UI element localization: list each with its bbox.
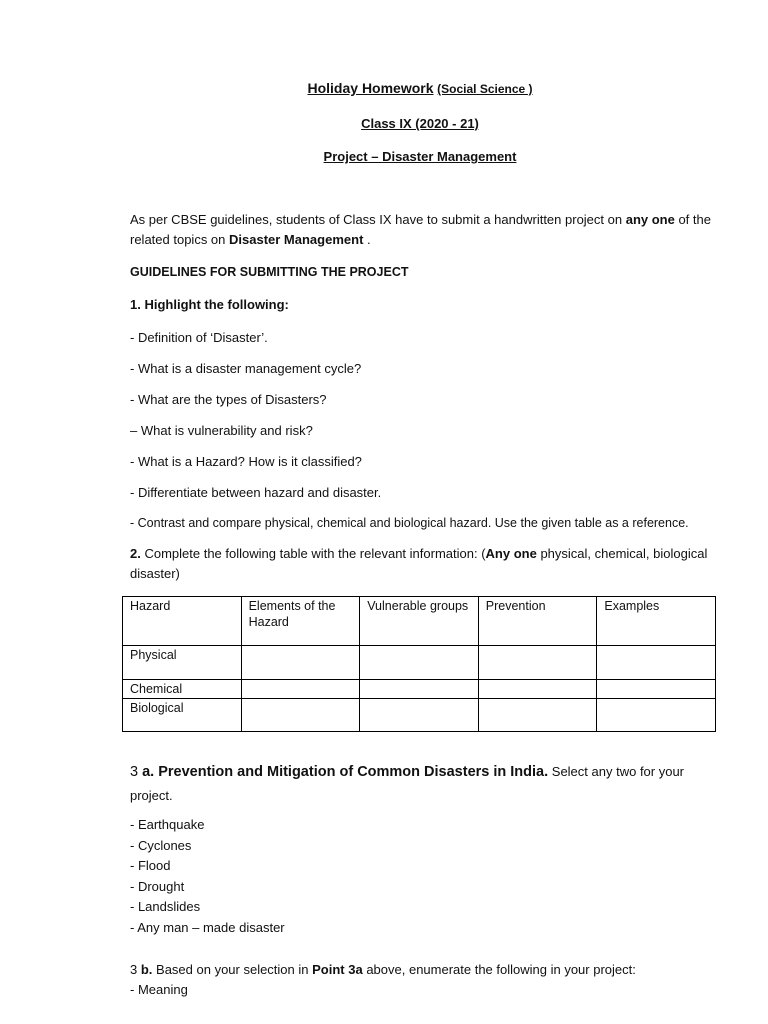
section2-text-post: physical, chemical, biological disaster)	[130, 546, 708, 581]
section1-item: - What is a Hazard? How is it classified?	[130, 454, 362, 469]
section3b-label: b.	[140, 962, 153, 977]
table-cell: Chemical	[123, 680, 242, 699]
section3a-text-post: for your project.	[130, 764, 685, 803]
section2-text-pre: Complete the following table with the relevant information: (	[140, 546, 486, 561]
table-header-cell: Examples	[597, 597, 716, 646]
section3a-number: 3	[130, 764, 143, 780]
table-cell	[597, 646, 716, 680]
section3a-heading: Prevention and Mitigation of Common Disasters in India.	[154, 764, 549, 780]
class-line	[0, 115, 768, 132]
section2-number: 2.	[130, 546, 141, 561]
section1-heading	[130, 296, 289, 313]
subject-text: (Social Science )	[437, 82, 533, 96]
list-item: - Earthquake	[130, 817, 205, 832]
section1-heading-text: Highlight the following:	[144, 297, 289, 312]
intro-end: .	[363, 232, 371, 247]
intro-paragraph	[130, 210, 720, 250]
section3b-paragraph	[130, 961, 636, 978]
intro-topic: Disaster Management	[229, 232, 364, 247]
class-text: Class IX (2020 - 21)	[361, 116, 479, 131]
project-text: Project – Disaster Management	[323, 149, 517, 164]
table-cell	[478, 646, 597, 680]
section3a-label: a.	[142, 764, 155, 780]
table-cell	[360, 646, 479, 680]
section2-any-one: Any one	[485, 546, 537, 561]
section3a-text-pre: Select any	[548, 764, 617, 779]
table-row	[123, 646, 716, 680]
table-row	[123, 680, 716, 699]
table-cell	[241, 699, 360, 732]
table-cell	[241, 646, 360, 680]
section3b-number: 3	[130, 962, 141, 977]
table-cell: Biological	[123, 699, 242, 732]
project-line	[0, 148, 768, 165]
intro-pre: As per CBSE guidelines, students of Class IX have to submit a handwritten project on	[130, 212, 626, 227]
section1-number: 1.	[130, 297, 141, 312]
table-cell: Physical	[123, 646, 242, 680]
guidelines-heading: GUIDELINES FOR SUBMITTING THE PROJECT	[130, 265, 409, 279]
section1-item: - Differentiate between hazard and disaster.	[130, 485, 382, 500]
list-item: - Landslides	[130, 899, 201, 914]
list-item: - Cyclones	[130, 837, 192, 853]
list-item: - Any man – made disaster	[130, 919, 285, 935]
table-cell	[360, 680, 479, 699]
section1-item: - Definition of ‘Disaster’.	[130, 330, 268, 345]
section3a-two: two	[616, 764, 637, 779]
hazard-table	[122, 596, 716, 732]
section1-item: - What are the types of Disasters?	[130, 392, 327, 407]
section1-item: - What is a disaster management cycle?	[130, 361, 362, 376]
table-cell	[478, 699, 597, 732]
section1-item: - Contrast and compare physical, chemical and biological hazard. Use the given table as a reference.	[130, 516, 689, 530]
list-item: - Drought	[130, 878, 185, 894]
intro-any-one: any one	[625, 212, 675, 227]
section3a-paragraph	[130, 760, 720, 807]
section2-paragraph	[130, 544, 720, 584]
table-cell	[241, 680, 360, 699]
table-row	[123, 699, 716, 732]
title-text: Holiday Homework	[307, 80, 434, 96]
intro-mid: of the related topics on	[130, 212, 711, 247]
table-header-cell: Hazard	[123, 597, 242, 646]
table-cell	[360, 699, 479, 732]
document-title	[0, 80, 768, 98]
table-header-cell: Vulnerable groups	[360, 597, 479, 646]
table-cell	[597, 680, 716, 699]
table-header-cell: Elements of the Hazard	[241, 597, 360, 646]
section3a-list	[130, 815, 285, 938]
table-header-cell: Prevention	[478, 597, 597, 646]
table-cell	[478, 680, 597, 699]
section3b-item: - Meaning	[130, 982, 188, 997]
table-header-row	[123, 597, 716, 646]
table-cell	[597, 699, 716, 732]
section3b-text-pre: Based on your selection in	[152, 962, 313, 977]
section3b-text-post: above, enumerate the following in your project:	[362, 962, 636, 977]
section3b-point: Point 3a	[312, 962, 363, 977]
section1-item: – What is vulnerability and risk?	[130, 423, 313, 438]
list-item: - Flood	[130, 858, 171, 873]
